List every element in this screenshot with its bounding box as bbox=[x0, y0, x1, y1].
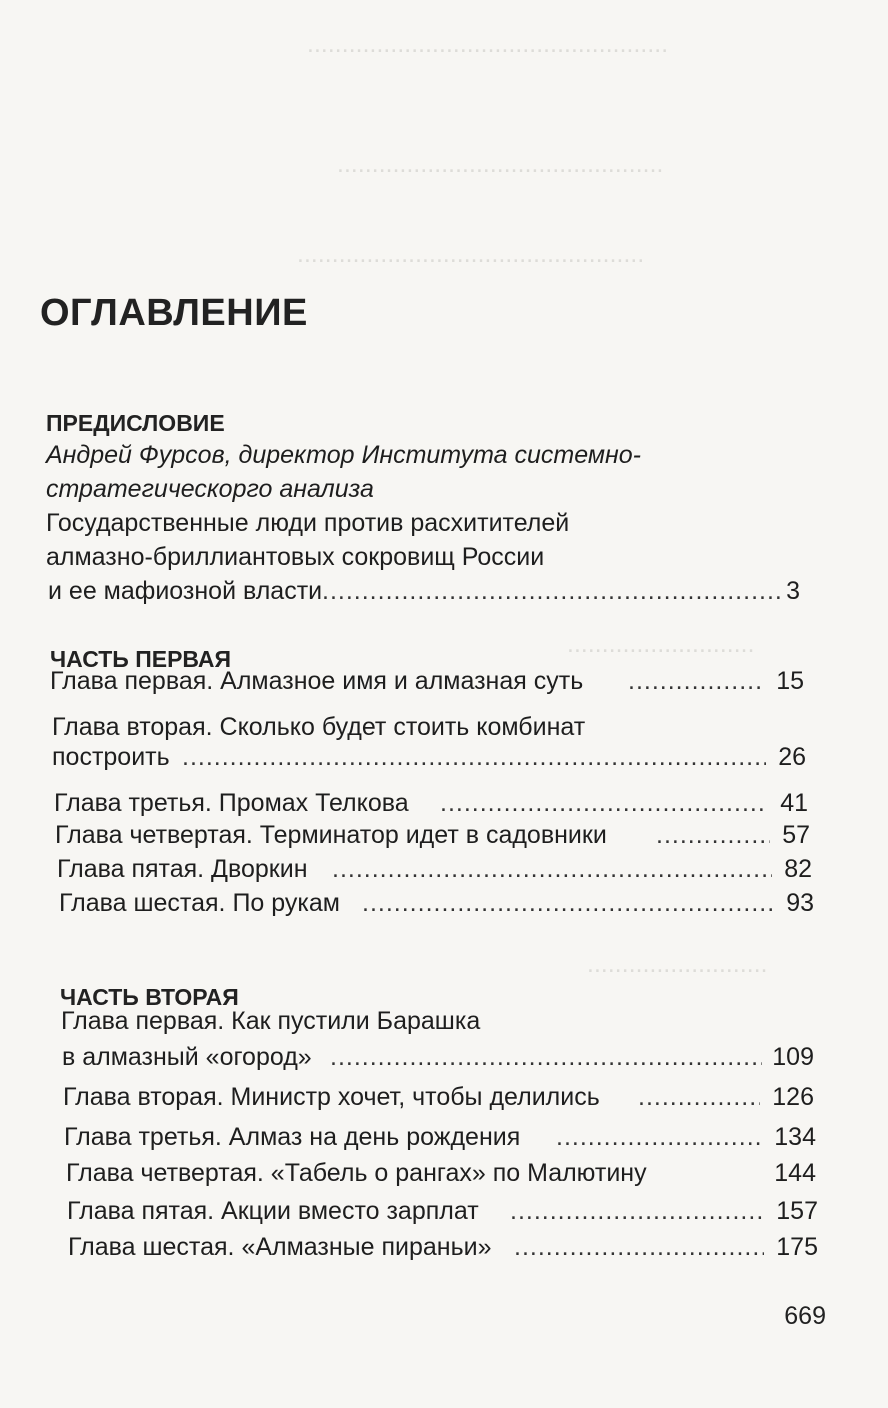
preface-title-line bbox=[0, 540, 888, 574]
preface-title-text: алмазно-бриллиантовых сокровищ России bbox=[46, 543, 545, 571]
toc-entry[interactable] bbox=[0, 1120, 888, 1154]
page-title: ОГЛАВЛЕНИЕ bbox=[40, 292, 308, 334]
toc-entry[interactable] bbox=[0, 786, 888, 820]
bleed-through-decoration: .................................................. bbox=[290, 240, 652, 268]
entry-title: Глава четвертая. «Табель о рангах» по Малютину bbox=[66, 1159, 647, 1187]
entry-title: Глава вторая. Сколько будет стоить комбинат bbox=[52, 713, 586, 741]
dot-leader bbox=[628, 664, 764, 698]
part-one-heading: ЧАСТЬ ПЕРВАЯ bbox=[50, 646, 232, 672]
preface-author-line bbox=[0, 472, 888, 506]
page-ref: 26 bbox=[778, 743, 806, 771]
page-ref: 41 bbox=[780, 789, 808, 817]
page-ref: 126 bbox=[772, 1083, 814, 1111]
dot-leader bbox=[656, 818, 770, 852]
toc-entry[interactable] bbox=[0, 886, 888, 920]
preface-author-line bbox=[0, 438, 888, 472]
toc-entry[interactable] bbox=[0, 740, 888, 774]
dot-leader bbox=[322, 574, 780, 608]
toc-entry-line bbox=[0, 1004, 888, 1038]
bleed-through-decoration: ........................... bbox=[560, 630, 762, 658]
page-ref: 134 bbox=[774, 1123, 816, 1151]
bleed-through-decoration: .......................... bbox=[580, 950, 775, 978]
page-ref: 157 bbox=[776, 1197, 818, 1225]
preface-title-line bbox=[0, 506, 888, 540]
page-ref: 82 bbox=[784, 855, 812, 883]
preface-title-text: и ее мафиозной власти bbox=[48, 577, 323, 605]
page-ref: 144 bbox=[774, 1159, 816, 1187]
entry-title: Глава пятая. Дворкин bbox=[57, 855, 308, 883]
toc-entry[interactable] bbox=[0, 1040, 888, 1074]
dot-leader bbox=[514, 1230, 764, 1264]
preface-heading: ПРЕДИСЛОВИЕ bbox=[46, 410, 225, 436]
entry-title: Глава шестая. «Алмазные пираньи» bbox=[68, 1233, 492, 1261]
page-ref: 93 bbox=[786, 889, 814, 917]
entry-title: Глава первая. Как пустили Барашка bbox=[61, 1007, 481, 1035]
entry-title: построить bbox=[52, 743, 170, 771]
preface-title-text: Государственные люди против расхитителей bbox=[46, 509, 570, 537]
entry-title: Глава четвертая. Терминатор идет в садовники bbox=[55, 821, 607, 849]
page-ref: 15 bbox=[776, 667, 804, 695]
entry-title: Глава третья. Промах Телкова bbox=[54, 789, 409, 817]
entry-title: Глава пятая. Акции вместо зарплат bbox=[67, 1197, 479, 1225]
entry-title: Глава вторая. Министр хочет, чтобы делились bbox=[63, 1083, 600, 1111]
dot-leader bbox=[510, 1194, 764, 1228]
dot-leader bbox=[556, 1120, 762, 1154]
dot-leader bbox=[638, 1080, 760, 1114]
dot-leader bbox=[330, 1040, 762, 1074]
toc-entry[interactable] bbox=[0, 664, 888, 698]
toc-entry-line bbox=[0, 710, 888, 744]
dot-leader bbox=[332, 852, 772, 886]
toc-entry[interactable] bbox=[0, 1230, 888, 1264]
dot-leader bbox=[362, 886, 774, 920]
preface-author-text: Андрей Фурсов, директор Института системно- bbox=[46, 441, 641, 469]
page-number: 669 bbox=[784, 1302, 826, 1330]
toc-entry[interactable] bbox=[0, 1080, 888, 1114]
page-ref: 175 bbox=[776, 1233, 818, 1261]
preface-author-text: стратегическорго анализа bbox=[46, 475, 374, 503]
toc-entry[interactable] bbox=[0, 1156, 888, 1190]
entry-title: Глава первая. Алмазное имя и алмазная суть bbox=[50, 667, 584, 695]
toc-entry[interactable] bbox=[0, 818, 888, 852]
bleed-through-decoration: ............................................... bbox=[330, 150, 671, 178]
entry-title: Глава шестая. По рукам bbox=[59, 889, 340, 917]
entry-title: в алмазный «огород» bbox=[62, 1043, 312, 1071]
entry-title: Глава третья. Алмаз на день рождения bbox=[64, 1123, 521, 1151]
toc-entry[interactable] bbox=[0, 1194, 888, 1228]
toc-entry[interactable] bbox=[0, 574, 888, 608]
page-ref: 57 bbox=[782, 821, 810, 849]
part-two-heading: ЧАСТЬ ВТОРАЯ bbox=[60, 984, 239, 1010]
dot-leader bbox=[182, 740, 766, 774]
toc-entry[interactable] bbox=[0, 852, 888, 886]
page-ref: 109 bbox=[772, 1043, 814, 1071]
page-ref: 3 bbox=[786, 577, 800, 605]
dot-leader bbox=[440, 786, 768, 820]
bleed-through-decoration: .................................................... bbox=[300, 30, 676, 58]
